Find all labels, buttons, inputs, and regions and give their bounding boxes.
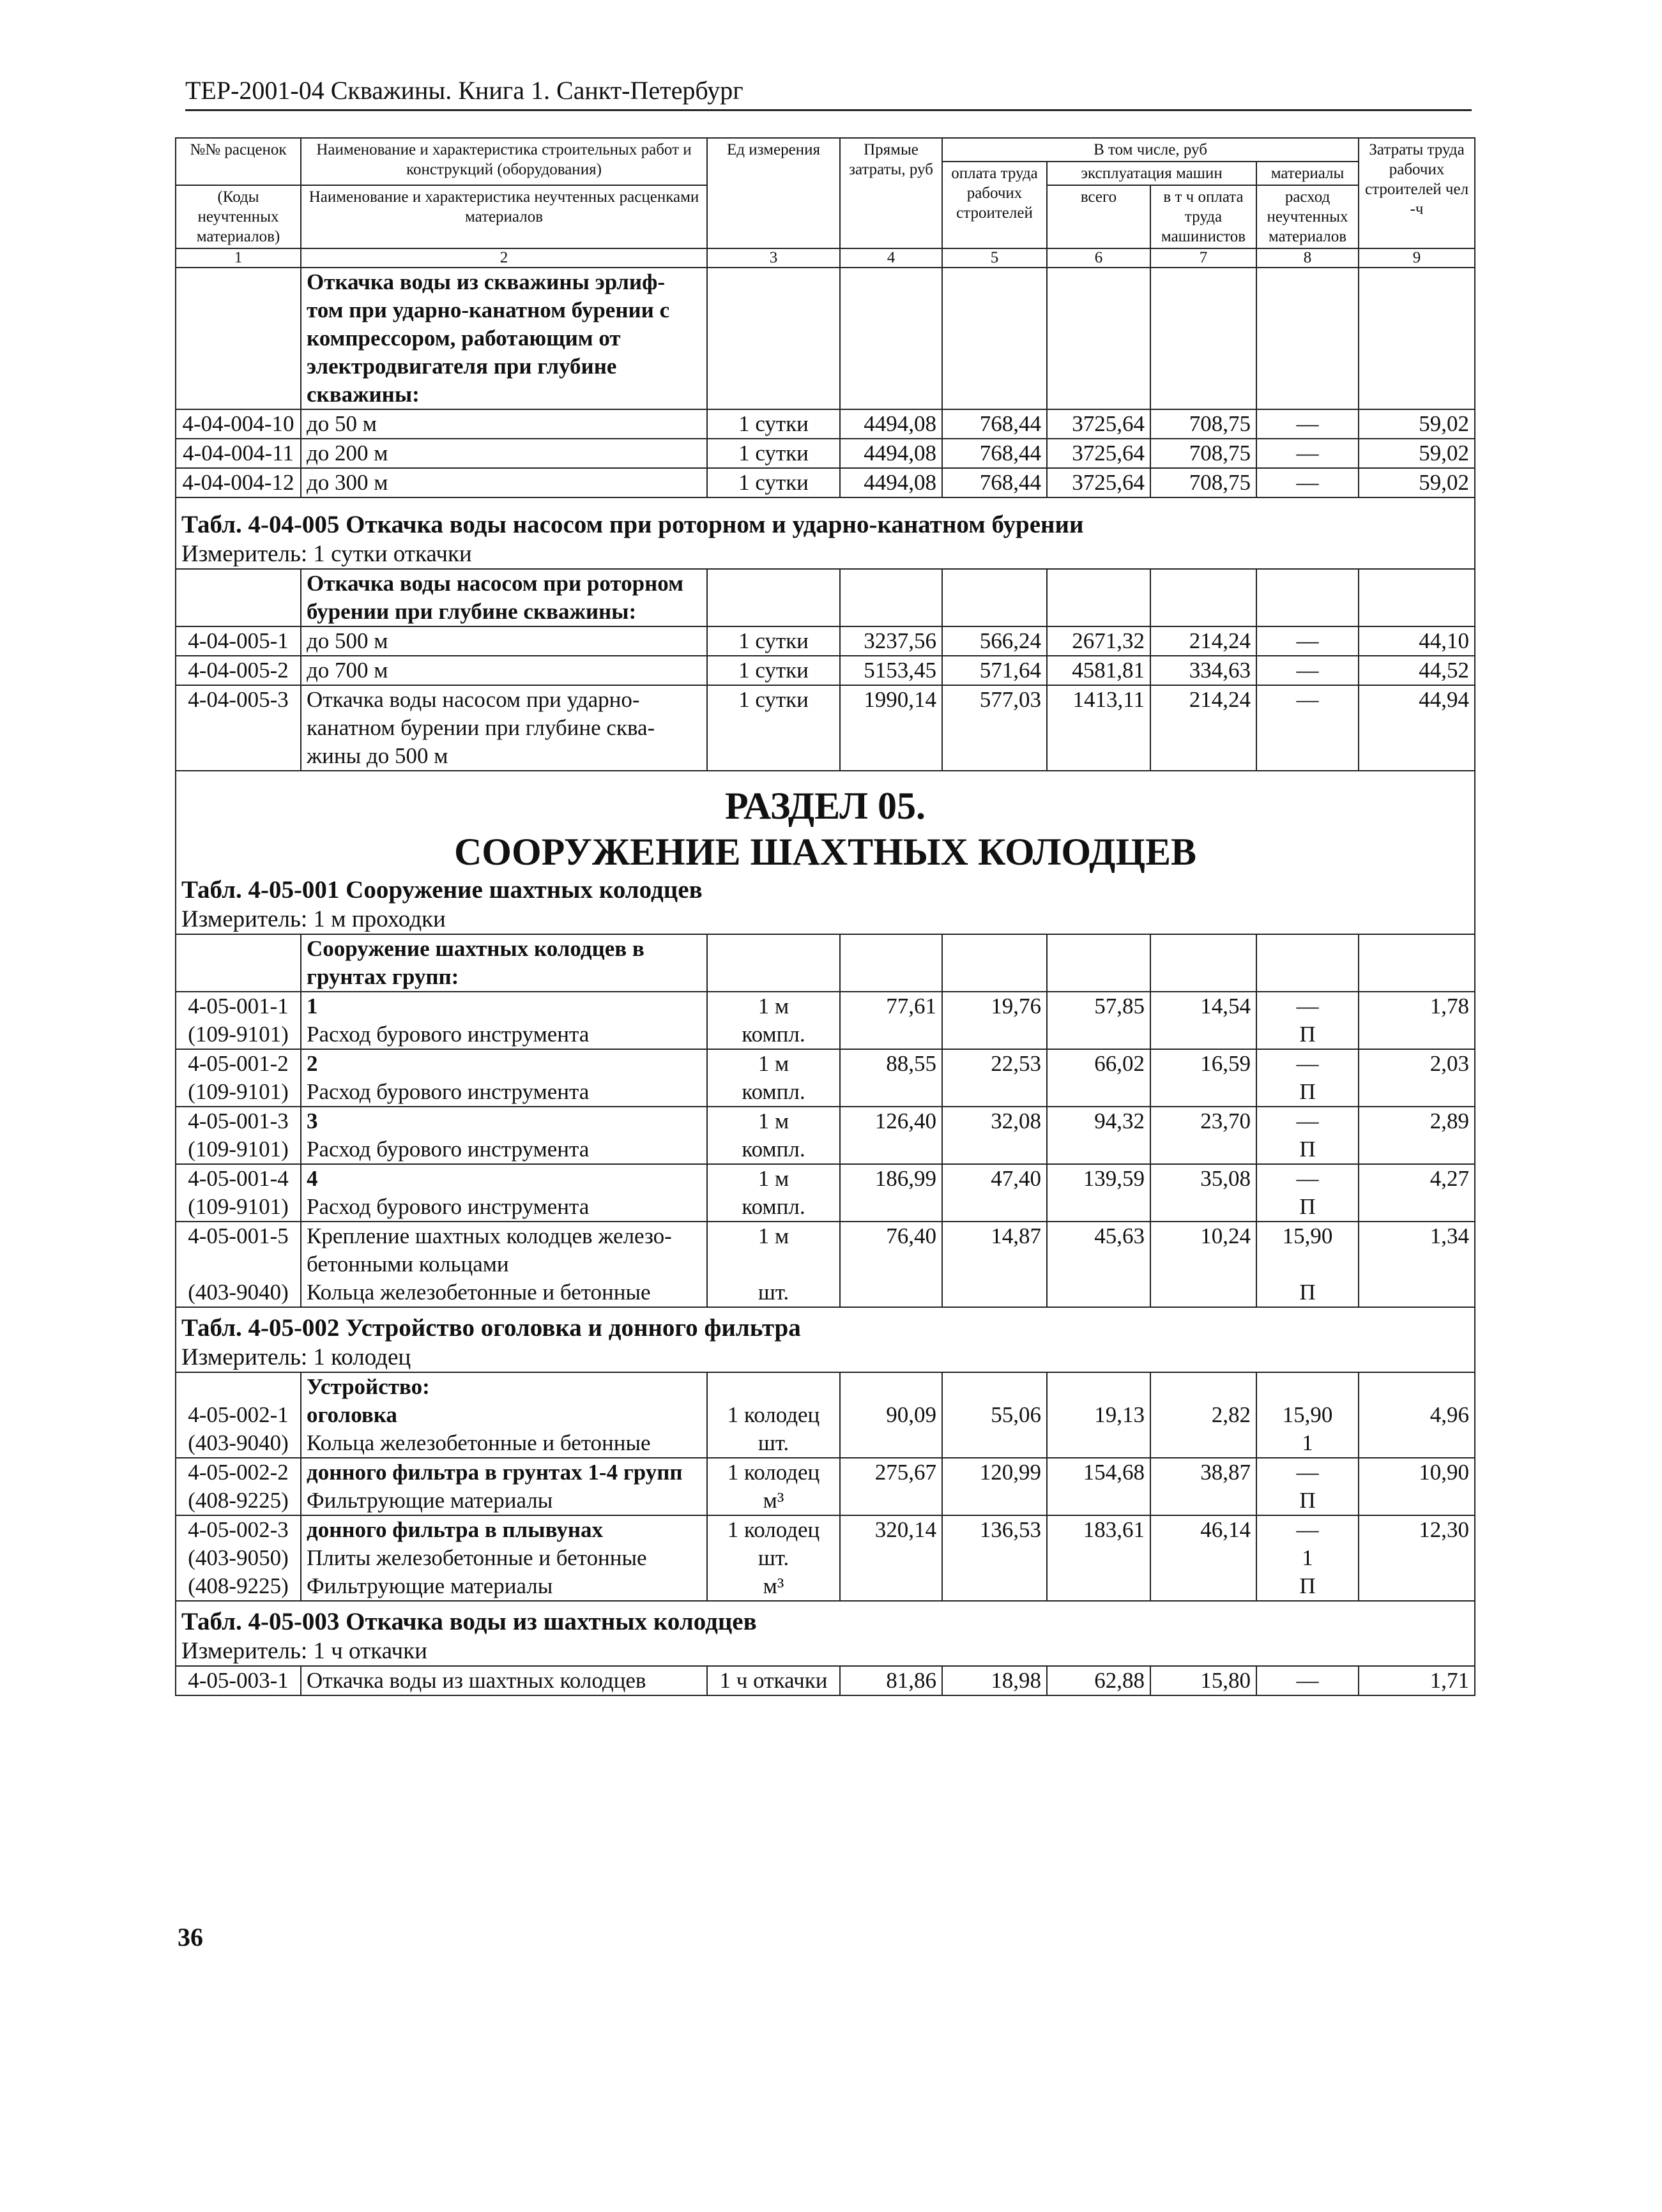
rate-machines: 139,59 [1047, 1164, 1150, 1222]
rate-code: 4-05-002-1 (403-9040) [176, 1372, 301, 1458]
rate-materials: — [1256, 685, 1359, 771]
rate-unit: 1 колодец шт. [707, 1372, 840, 1458]
rate-hours: 2,03 [1359, 1049, 1475, 1107]
rate-unit: 1 м компл. [707, 1107, 840, 1164]
rate-machines: 62,88 [1047, 1666, 1150, 1695]
table-row [176, 439, 1475, 468]
rate-unit: 1 м компл. [707, 1164, 840, 1222]
page-number: 36 [178, 1923, 203, 1951]
rate-materials: — П [1256, 1107, 1359, 1164]
rate-direct: 77,61 [840, 992, 942, 1049]
rate-name: 4 Расход бурового инструмента [301, 1164, 707, 1222]
rate-hours: 1,34 [1359, 1222, 1475, 1307]
rate-direct: 126,40 [840, 1107, 942, 1164]
table-row [176, 1666, 1475, 1695]
page-header [185, 75, 1472, 111]
rate-machines: 19,13 [1047, 1372, 1150, 1458]
rate-name: Откачка воды из шахтных колодцев [301, 1666, 707, 1695]
rate-labor: 571,64 [942, 656, 1047, 685]
group-description: Откачка воды из скважины эрлиф-том при ударно-канатном бурении с компрессором, работающим от электродвигателя при глубине скважины: [301, 268, 707, 409]
rate-labor: 47,40 [942, 1164, 1047, 1222]
rate-hours: 59,02 [1359, 409, 1475, 439]
col-hours-header: Затраты труда рабочих строителей чел -ч [1359, 138, 1475, 248]
rate-machine-labor: 214,24 [1150, 626, 1256, 656]
rate-materials: 15,90 1 [1256, 1372, 1359, 1458]
col-number: 8 [1256, 248, 1359, 268]
document-title: ТЕР-2001-04 Скважины. Книга 1. Санкт-Петербург [185, 76, 743, 105]
rate-machine-labor: 334,63 [1150, 656, 1256, 685]
rate-direct: 3237,56 [840, 626, 942, 656]
rate-materials: — [1256, 1666, 1359, 1695]
rate-machines: 94,32 [1047, 1107, 1150, 1164]
rate-code: 4-05-001-2 (109-9101) [176, 1049, 301, 1107]
rate-hours: 59,02 [1359, 439, 1475, 468]
rate-direct: 81,86 [840, 1666, 942, 1695]
rate-labor: 577,03 [942, 685, 1047, 771]
rates-table [175, 137, 1475, 1696]
rate-code: 4-05-001-3 (109-9101) [176, 1107, 301, 1164]
rate-labor: 768,44 [942, 439, 1047, 468]
rate-direct: 1990,14 [840, 685, 942, 771]
col-mach-labor-header: в т ч оплата труда машинистов [1150, 185, 1256, 248]
rate-labor: 120,99 [942, 1458, 1047, 1515]
rate-materials: — П [1256, 1049, 1359, 1107]
rate-machines: 3725,64 [1047, 468, 1150, 497]
rate-unit: 1 сутки [707, 626, 840, 656]
rate-materials: — 1 П [1256, 1515, 1359, 1601]
rate-name: до 700 м [301, 656, 707, 685]
rate-name: 3 Расход бурового инструмента [301, 1107, 707, 1164]
rate-labor: 768,44 [942, 468, 1047, 497]
col-name-header: Наименование и характеристика строительных работ и конструкций (оборудования) [301, 138, 707, 185]
table-measure: Измеритель: 1 ч откачки [181, 1638, 427, 1664]
col-number: 1 [176, 248, 301, 268]
rate-materials: — [1256, 656, 1359, 685]
rate-materials: — П [1256, 1164, 1359, 1222]
rate-labor: 18,98 [942, 1666, 1047, 1695]
rate-direct: 90,09 [840, 1372, 942, 1458]
column-number-row [176, 248, 1475, 268]
rate-machines: 154,68 [1047, 1458, 1150, 1515]
rate-unit: 1 сутки [707, 409, 840, 439]
col-number: 5 [942, 248, 1047, 268]
rate-hours: 12,30 [1359, 1515, 1475, 1601]
col-code-header: №№ расценок [176, 138, 301, 185]
col-number: 6 [1047, 248, 1150, 268]
rate-machine-labor: 46,14 [1150, 1515, 1256, 1601]
rate-materials: — [1256, 468, 1359, 497]
table-row [176, 409, 1475, 439]
rate-machine-labor: 14,54 [1150, 992, 1256, 1049]
rate-machine-labor: 708,75 [1150, 409, 1256, 439]
rate-materials: — [1256, 626, 1359, 656]
table-row [176, 468, 1475, 497]
col-number: 3 [707, 248, 840, 268]
rate-code: 4-04-004-12 [176, 468, 301, 497]
rate-machine-labor: 708,75 [1150, 468, 1256, 497]
rate-code: 4-04-004-10 [176, 409, 301, 439]
rate-machine-labor: 2,82 [1150, 1372, 1256, 1458]
rate-labor: 768,44 [942, 409, 1047, 439]
rate-name: до 300 м [301, 468, 707, 497]
rate-name: 2 Расход бурового инструмента [301, 1049, 707, 1107]
rate-direct: 186,99 [840, 1164, 942, 1222]
rate-code: 4-05-001-5 (403-9040) [176, 1222, 301, 1307]
col-unit-header: Ед измерения [707, 138, 840, 248]
rate-code: 4-04-004-11 [176, 439, 301, 468]
col-mach-total-header: всего [1047, 185, 1150, 248]
rate-hours: 4,96 [1359, 1372, 1475, 1458]
table-row [176, 934, 1475, 992]
col-incl-header: В том числе, руб [942, 138, 1359, 162]
rate-name: Крепление шахтных колодцев железо-бетонными кольцами Кольца железобетонные и бетонные [301, 1222, 707, 1307]
table-row [176, 569, 1475, 626]
rate-labor: 566,24 [942, 626, 1047, 656]
rate-name: до 50 м [301, 409, 707, 439]
rate-materials: — [1256, 409, 1359, 439]
rate-unit: 1 сутки [707, 656, 840, 685]
rate-machine-labor: 23,70 [1150, 1107, 1256, 1164]
rate-direct: 320,14 [840, 1515, 942, 1601]
col-code-sub-header: (Коды неучтенных материалов) [176, 185, 301, 248]
rate-machines: 4581,81 [1047, 656, 1150, 685]
rate-unit: 1 колодец м³ [707, 1458, 840, 1515]
rate-code: 4-05-002-2 (408-9225) [176, 1458, 301, 1515]
rate-labor: 22,53 [942, 1049, 1047, 1107]
table-header [176, 138, 1475, 268]
table-title: Табл. 4-04-005 Откачка воды насосом при роторном и ударно-канатном бурении [181, 511, 1084, 538]
col-direct-header: Прямые затраты, руб [840, 138, 942, 248]
rate-labor: 19,76 [942, 992, 1047, 1049]
rate-machine-labor: 16,59 [1150, 1049, 1256, 1107]
rate-code: 4-04-005-3 [176, 685, 301, 771]
rate-hours: 59,02 [1359, 468, 1475, 497]
rate-hours: 1,71 [1359, 1666, 1475, 1695]
rate-hours: 4,27 [1359, 1164, 1475, 1222]
rate-hours: 44,52 [1359, 656, 1475, 685]
rate-unit: 1 ч откачки [707, 1666, 840, 1695]
rate-direct: 76,40 [840, 1222, 942, 1307]
rate-direct: 4494,08 [840, 409, 942, 439]
rate-name: Откачка воды насосом при ударно-канатном бурении при глубине сква-жины до 500 м [301, 685, 707, 771]
rate-unit: 1 сутки [707, 439, 840, 468]
group-description: Сооружение шахтных колодцев в грунтах групп: [301, 934, 707, 992]
rate-code: 4-04-005-2 [176, 656, 301, 685]
rate-labor: 55,06 [942, 1372, 1047, 1458]
table-measure: Измеритель: 1 м проходки [181, 906, 446, 932]
rate-unit: 1 м шт. [707, 1222, 840, 1307]
rate-materials: — [1256, 439, 1359, 468]
table-row [176, 992, 1475, 1049]
col-machines-header: эксплуатация машин [1047, 162, 1256, 185]
table-title: Табл. 4-05-003 Откачка воды из шахтных колодцев [181, 1608, 757, 1635]
table-title: Табл. 4-05-002 Устройство оголовка и донного фильтра [181, 1314, 801, 1342]
table-measure: Измеритель: 1 сутки откачки [181, 541, 472, 567]
col-number: 4 [840, 248, 942, 268]
rate-machine-labor: 38,87 [1150, 1458, 1256, 1515]
rate-machines: 2671,32 [1047, 626, 1150, 656]
table-row [176, 1222, 1475, 1307]
table-row [176, 626, 1475, 656]
rate-direct: 5153,45 [840, 656, 942, 685]
rate-code: 4-05-001-1 (109-9101) [176, 992, 301, 1049]
table-row [176, 656, 1475, 685]
rate-code: 4-05-002-3 (403-9050) (408-9225) [176, 1515, 301, 1601]
rate-materials: 15,90 П [1256, 1222, 1359, 1307]
rate-hours: 1,78 [1359, 992, 1475, 1049]
rate-labor: 32,08 [942, 1107, 1047, 1164]
rate-machine-labor: 15,80 [1150, 1666, 1256, 1695]
rate-hours: 10,90 [1359, 1458, 1475, 1515]
rate-hours: 44,10 [1359, 626, 1475, 656]
rate-materials: — П [1256, 992, 1359, 1049]
rate-unit: 1 м компл. [707, 992, 840, 1049]
section-row [176, 771, 1475, 934]
rate-hours: 2,89 [1359, 1107, 1475, 1164]
group-description: Откачка воды насосом при роторном бурении при глубине скважины: [301, 569, 707, 626]
col-labor-header: оплата труда рабочих строителей [942, 162, 1047, 248]
rate-materials: — П [1256, 1458, 1359, 1515]
table-caption-row [176, 497, 1475, 569]
rate-machine-labor: 708,75 [1150, 439, 1256, 468]
table-title: Табл. 4-05-001 Сооружение шахтных колодцев [181, 876, 703, 904]
rate-direct: 4494,08 [840, 468, 942, 497]
col-number: 9 [1359, 248, 1475, 268]
col-materials-header: материалы [1256, 162, 1359, 185]
rate-machines: 183,61 [1047, 1515, 1150, 1601]
rate-name: до 500 м [301, 626, 707, 656]
table-row [176, 1164, 1475, 1222]
section-name: СООРУЖЕНИЕ ШАХТНЫХ КОЛОДЦЕВ [454, 831, 1197, 873]
table-caption-row [176, 1307, 1475, 1372]
rate-machine-labor: 35,08 [1150, 1164, 1256, 1222]
rate-machines: 1413,11 [1047, 685, 1150, 771]
table-row [176, 1107, 1475, 1164]
table-row [176, 1458, 1475, 1515]
rate-direct: 4494,08 [840, 439, 942, 468]
col-number: 7 [1150, 248, 1256, 268]
section-number: РАЗДЕЛ 05. [725, 785, 926, 827]
table-caption-row [176, 1601, 1475, 1666]
rate-unit: 1 м компл. [707, 1049, 840, 1107]
rate-direct: 88,55 [840, 1049, 942, 1107]
table-row [176, 1049, 1475, 1107]
col-number: 2 [301, 248, 707, 268]
rate-name: Устройство: оголовка Кольца железобетонные и бетонные [301, 1372, 707, 1458]
rate-machines: 3725,64 [1047, 409, 1150, 439]
table-row [176, 268, 1475, 409]
rate-unit: 1 колодец шт. м³ [707, 1515, 840, 1601]
rate-machine-labor: 214,24 [1150, 685, 1256, 771]
rate-name: 1 Расход бурового инструмента [301, 992, 707, 1049]
rate-machines: 3725,64 [1047, 439, 1150, 468]
rate-machines: 66,02 [1047, 1049, 1150, 1107]
rate-name: донного фильтра в плывунах Плиты железобетонные и бетонные Фильтрующие материалы [301, 1515, 707, 1601]
rate-machine-labor: 10,24 [1150, 1222, 1256, 1307]
section-title [181, 771, 1469, 875]
rate-code: 4-04-005-1 [176, 626, 301, 656]
rate-unit: 1 сутки [707, 468, 840, 497]
table-measure: Измеритель: 1 колодец [181, 1344, 411, 1370]
col-mat-use-header: расход неучтенных материалов [1256, 185, 1359, 248]
table-row [176, 685, 1475, 771]
rate-labor: 136,53 [942, 1515, 1047, 1601]
rate-name: донного фильтра в грунтах 1-4 групп Фильтрующие материалы [301, 1458, 707, 1515]
rate-machines: 45,63 [1047, 1222, 1150, 1307]
rate-direct: 275,67 [840, 1458, 942, 1515]
rate-labor: 14,87 [942, 1222, 1047, 1307]
rate-machines: 57,85 [1047, 992, 1150, 1049]
rate-code: 4-05-003-1 [176, 1666, 301, 1695]
rate-hours: 44,94 [1359, 685, 1475, 771]
table-row [176, 1515, 1475, 1601]
rate-unit: 1 сутки [707, 685, 840, 771]
rate-code: 4-05-001-4 (109-9101) [176, 1164, 301, 1222]
table-row [176, 1372, 1475, 1458]
rate-name: до 200 м [301, 439, 707, 468]
col-name-sub-header: Наименование и характеристика неучтенных расценками материалов [301, 185, 707, 248]
